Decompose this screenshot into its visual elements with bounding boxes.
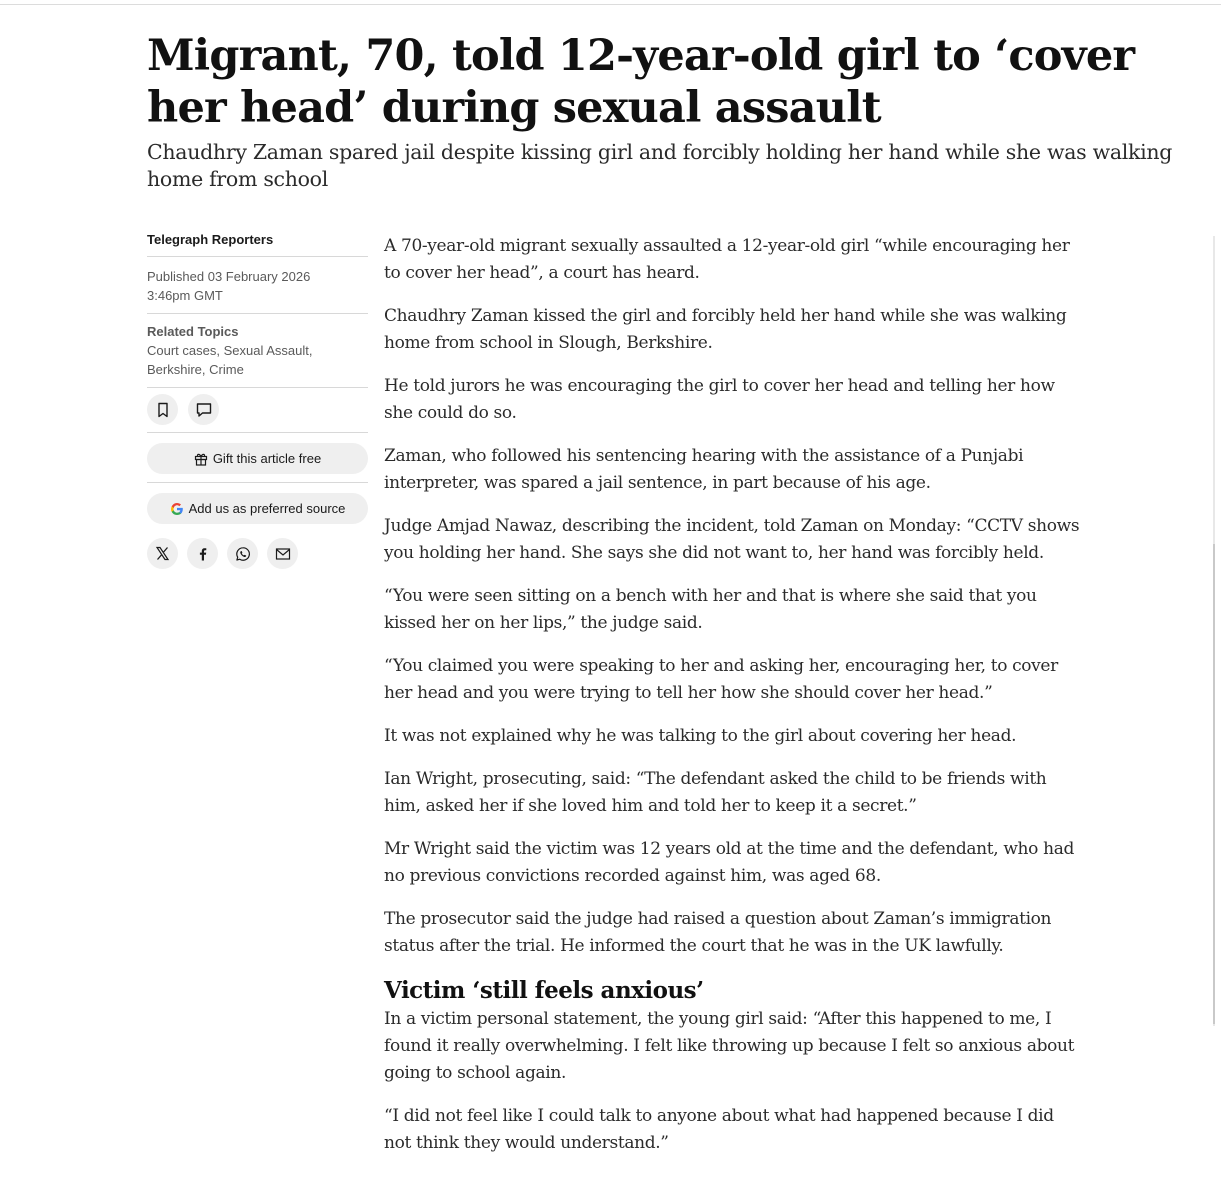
x-icon [155, 546, 170, 561]
article-subheading: Victim ‘still feels anxious’ [384, 977, 704, 1004]
publish-date [147, 257, 368, 314]
sidebar-divider [147, 482, 368, 483]
gift-icon [194, 452, 208, 466]
share-facebook-button[interactable] [187, 538, 218, 569]
share-buttons [147, 538, 368, 569]
article-paragraph: Judge Amjad Nawaz, describing the incident, told Zaman on Monday: “CCTV shows you holding her hand. She says she did not want to, her hand was forcibly held. [384, 516, 1080, 563]
article-actions [147, 388, 368, 433]
google-icon [170, 502, 184, 516]
article-paragraph: It was not explained why he was talking to the girl about covering her head. [384, 726, 1017, 746]
gift-article-button[interactable] [147, 443, 368, 474]
share-email-button[interactable] [267, 538, 298, 569]
related-topics [147, 314, 368, 388]
email-icon [275, 546, 291, 562]
scrollbar-thumb[interactable] [1213, 544, 1215, 1024]
comment-icon [195, 401, 213, 419]
author-byline[interactable]: Telegraph Reporters [147, 230, 368, 257]
share-x-button[interactable] [147, 538, 178, 569]
article-paragraph: “I did not feel like I could talk to anyone about what had happened because I did not think they would understand.” [384, 1106, 1054, 1153]
gift-article-label: Gift this article free [212, 451, 322, 466]
comments-button[interactable] [188, 394, 219, 425]
article-paragraph: Chaudhry Zaman kissed the girl and forcibly held her hand while she was walking home from school in Slough, Berkshire. [384, 306, 1067, 353]
article-body [384, 233, 1084, 1173]
article-paragraph: “You were seen sitting on a bench with her and that is where she said that you kissed her on her lips,” the judge said. [384, 586, 1037, 633]
article-paragraph: Mr Wright said the victim was 12 years old at the time and the defendant, who had no previous convictions recorded against him, was aged 68. [384, 839, 1075, 886]
standfirst: Chaudhry Zaman spared jail despite kissing girl and forcibly holding her hand while she was walking home from school [147, 140, 1173, 191]
preferred-source-button[interactable] [147, 493, 368, 524]
article-paragraph: Zaman, who followed his sentencing hearing with the assistance of a Punjabi interpreter, was spared a jail sentence, in part because of his age. [384, 446, 1024, 493]
bookmark-icon [155, 402, 171, 418]
publish-date-line: Published 03 February 2026 [147, 269, 311, 284]
headline: Migrant, 70, told 12-year-old girl to ‘cover her head’ during sexual assault [147, 31, 1135, 133]
article-paragraph: Ian Wright, prosecuting, said: “The defendant asked the child to be friends with him, asked her if she loved him and told her to keep it a secret.” [384, 769, 1047, 816]
article-sidebar [147, 230, 368, 569]
publish-time-line: 3:46pm GMT [147, 288, 223, 303]
whatsapp-icon [235, 546, 251, 562]
article-paragraph: A 70-year-old migrant sexually assaulted a 12-year-old girl “while encouraging her to cover her head”, a court has heard. [384, 236, 1070, 283]
share-whatsapp-button[interactable] [227, 538, 258, 569]
related-topics-list[interactable]: Court cases, Sexual Assault, Berkshire, Crime [147, 343, 313, 377]
save-button[interactable] [147, 394, 178, 425]
preferred-source-label: Add us as preferred source [188, 501, 346, 516]
facebook-icon [196, 547, 210, 561]
article-paragraph: He told jurors he was encouraging the girl to cover her head and telling her how she could do so. [384, 376, 1055, 423]
top-divider [0, 4, 1221, 5]
related-topics-label: Related Topics [147, 324, 239, 339]
article-paragraph: The prosecutor said the judge had raised a question about Zaman’s immigration status after the trial. He informed the court that he was in the UK lawfully. [384, 909, 1052, 956]
article-paragraph: “You claimed you were speaking to her and asking her, encouraging her, to cover her head and you were trying to tell her how she should cover her head.” [384, 656, 1058, 703]
article-paragraph: In a victim personal statement, the young girl said: “After this happened to me, I found it really overwhelming. I felt like throwing up because I felt so anxious about going to school again. [384, 1009, 1075, 1083]
